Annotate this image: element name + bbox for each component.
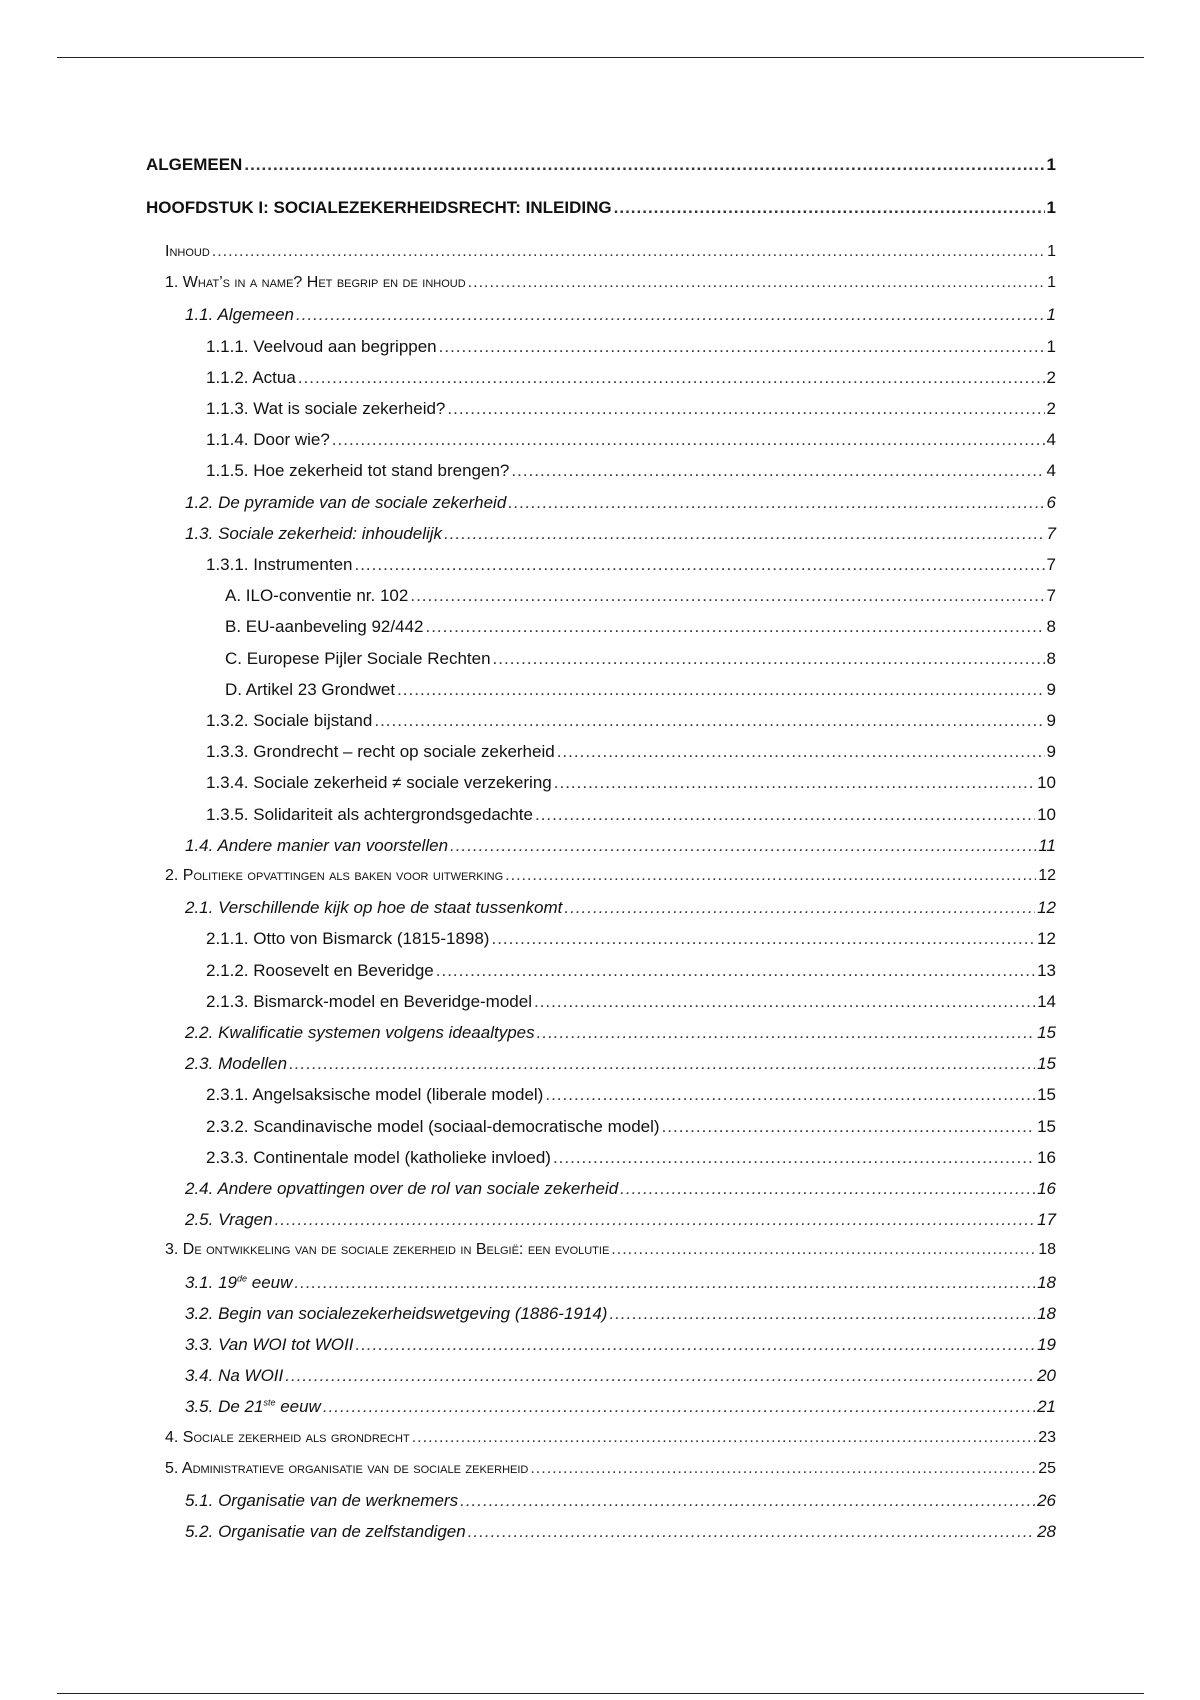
toc-entry[interactable] (185, 305, 1056, 325)
toc-entry[interactable] (206, 773, 1056, 793)
dot-leader (557, 742, 1045, 762)
toc-entry-title (206, 430, 330, 450)
dot-leader (491, 929, 1035, 949)
toc-page-number: 1 (1047, 243, 1056, 260)
toc-entry[interactable] (206, 555, 1056, 575)
toc-entry-title-text: 2.4. Andere opvattingen over de rol van sociale zekerheid (185, 1179, 619, 1198)
toc-entry-title-text: 1.3.4. Sociale zekerheid ≠ sociale verzekering (206, 773, 552, 793)
toc-page-number: 9 (1046, 711, 1056, 730)
toc-entry-title-text: 3.3. Van WOI tot WOII (185, 1335, 354, 1354)
toc-entry[interactable] (206, 742, 1056, 762)
dot-leader (511, 461, 1044, 481)
dot-leader (535, 805, 1035, 825)
toc-entry-title (206, 929, 489, 949)
toc-entry-title (185, 493, 506, 513)
toc-entry-title (206, 1085, 543, 1105)
dot-leader (289, 1054, 1035, 1074)
dot-leader (564, 898, 1035, 918)
toc-entry-title-text: 5.2. Organisatie van de zelfstandigen (185, 1522, 466, 1542)
toc-page-number: 14 (1037, 991, 1056, 1011)
toc-page-number: 12 (1037, 898, 1056, 918)
toc-entry-title-text: 2.1.3. Bismarck-model en Beveridge-model (206, 991, 532, 1011)
toc-entry-title-text: 3.1. 19 (185, 1272, 237, 1292)
toc-entry[interactable] (165, 867, 1056, 885)
toc-page-number: 7 (1046, 523, 1056, 543)
dot-leader (468, 274, 1045, 292)
toc-page-number: 18 (1037, 1303, 1056, 1323)
toc-entry-title-text: 2.1.1. Otto von Bismarck (1815-1898) (206, 929, 490, 949)
toc-entry-title-text: C. Europese Pijler Sociale Rechten (225, 648, 491, 668)
toc-entry[interactable] (206, 368, 1056, 388)
toc-entry-title-text: 4. Sociale zekerheid als grondrecht (165, 1428, 410, 1446)
toc-page-number: 1 (1046, 305, 1056, 325)
toc-entry-title-text: 2. Politieke opvattingen als baken voor uitwerking (165, 867, 504, 884)
toc-page-number: 18 (1037, 1272, 1056, 1292)
toc-entry-title-text: 1.1.2. Actua (206, 367, 296, 387)
dot-leader (439, 337, 1045, 357)
toc-entry-title (185, 524, 442, 544)
toc-entry-title-text: 2.1.2. Roosevelt en Beveridge (206, 960, 434, 980)
toc-page-number: 2 (1046, 399, 1056, 418)
dot-leader (298, 368, 1045, 388)
toc-page-number: 2 (1046, 367, 1056, 387)
toc-entry-title-text: 1. What’s in a name? Het begrip en de inhoud (165, 274, 466, 292)
toc-entry[interactable] (185, 1023, 1056, 1043)
toc-entry[interactable] (185, 1304, 1056, 1324)
dot-leader (436, 961, 1035, 981)
toc-entry-title (206, 992, 532, 1012)
toc-entry[interactable] (206, 399, 1056, 419)
toc-entry-title (206, 337, 437, 357)
toc-entry-title-text: 5.1. Organisatie van de werknemers (185, 1491, 459, 1510)
toc-entry-title-text: 1.4. Andere manier van voorstellen (185, 835, 449, 855)
toc-entry[interactable] (185, 1397, 1056, 1417)
toc-entry[interactable] (206, 337, 1056, 357)
toc-entry-title-text: 2.3.1. Angelsaksische model (liberale model) (206, 1085, 544, 1105)
dot-leader (296, 305, 1045, 325)
toc-page-number: 10 (1037, 773, 1056, 793)
toc-entry-title-text: 3. De ontwikkeling van de sociale zekerheid in België: een evolutie (165, 1241, 610, 1259)
toc-entry-title-text: 1.1.4. Door wie? (206, 430, 330, 450)
dot-leader (450, 836, 1036, 856)
toc-entry-title (165, 1241, 609, 1259)
dot-leader (554, 773, 1035, 793)
toc-entry-title (185, 1304, 607, 1324)
toc-entry-title (225, 680, 395, 700)
toc-entry[interactable] (185, 524, 1056, 544)
toc-entry-title (225, 586, 408, 606)
dot-leader (662, 1117, 1036, 1137)
toc-entry-title (185, 1397, 321, 1417)
dot-leader (534, 992, 1035, 1012)
dot-leader (412, 1429, 1036, 1447)
toc-entry-title (206, 1148, 551, 1168)
toc-entry-title (185, 1522, 466, 1542)
toc-entry-title (206, 742, 555, 762)
toc-entry[interactable] (165, 243, 1056, 261)
toc-entry-title (185, 1491, 458, 1511)
toc-entry-title (165, 867, 503, 885)
toc-entry-title (185, 1210, 273, 1230)
toc-page-number: 9 (1046, 742, 1056, 762)
toc-entry-title (185, 898, 562, 918)
toc-page-number: 26 (1037, 1491, 1056, 1510)
toc-page-number: 4 (1046, 430, 1056, 450)
toc-entry[interactable] (185, 493, 1056, 513)
dot-leader (493, 649, 1045, 669)
toc-entry[interactable] (146, 198, 1056, 218)
toc-entry-title (206, 555, 352, 575)
toc-entry-title (206, 368, 296, 388)
toc-entry-title-text: 1.3.3. Grondrecht – recht op sociale zekerheid (206, 742, 555, 762)
toc-entry-title (185, 1366, 283, 1386)
toc-entry-title-text: 2.3.2. Scandinavische model (sociaal-democratische model) (206, 1116, 660, 1136)
toc-page-number: 1 (1046, 198, 1056, 217)
toc-entry-title-text: 1.1.1. Veelvoud aan begrippen (206, 336, 437, 356)
toc-entry-title-text: 2.3. Modellen (185, 1054, 288, 1074)
toc-entry[interactable] (206, 1085, 1056, 1105)
toc-page-number: 28 (1037, 1522, 1056, 1542)
toc-entry-title (206, 461, 509, 481)
toc-entry-title-text: 1.2. De pyramide van de sociale zekerheid (185, 492, 507, 512)
toc-entry-title (165, 1429, 410, 1447)
dot-leader (244, 155, 1044, 175)
dot-leader (444, 524, 1044, 544)
dot-leader (530, 1460, 1036, 1478)
toc-entry-title (165, 1460, 528, 1478)
toc-entry-title-text: 1.3.2. Sociale bijstand (206, 711, 373, 730)
toc-entry[interactable] (185, 1179, 1056, 1199)
toc-entry-title-text: 2.1. Verschillende kijk op hoe de staat tussenkomt (185, 898, 563, 918)
toc-entry-title-text: 2.2. Kwalificatie systemen volgens ideaaltypes (185, 1023, 535, 1042)
toc-entry-title (206, 399, 445, 419)
toc-page-number: 1 (1047, 274, 1056, 292)
toc-entry-title-text: HOOFDSTUK I: SOCIALEZEKERHEIDSRECHT: INLEIDING (146, 198, 612, 217)
toc-entry[interactable] (225, 617, 1056, 637)
toc-page-number: 19 (1037, 1335, 1056, 1354)
footer-rule (57, 1693, 1144, 1694)
toc-page-number: 21 (1037, 1397, 1056, 1417)
toc-page-number: 25 (1038, 1459, 1056, 1477)
toc-entry-title-text: 1.3.1. Instrumenten (206, 555, 353, 574)
dot-leader (355, 1335, 1035, 1355)
toc-page-number: 23 (1038, 1428, 1056, 1446)
toc-entry[interactable] (185, 1522, 1056, 1542)
toc-entry[interactable] (206, 430, 1056, 450)
toc-page-number: 20 (1037, 1366, 1056, 1386)
dot-leader (468, 1522, 1035, 1542)
dot-leader (425, 617, 1044, 637)
dot-leader (374, 711, 1044, 731)
toc-entry[interactable] (206, 805, 1056, 825)
toc-page-number: 9 (1046, 679, 1056, 699)
dot-leader (545, 1085, 1035, 1105)
toc-page-number: 15 (1037, 1116, 1056, 1136)
dot-leader (212, 243, 1045, 261)
toc-page-number: 11 (1038, 835, 1056, 855)
toc-entry[interactable] (165, 274, 1056, 292)
toc-entry-title-text: 3.5. De 21 (185, 1397, 264, 1417)
toc-entry-title-suffix: eeuw (247, 1272, 293, 1292)
toc-page-number: 13 (1037, 960, 1056, 980)
toc-page-number: 16 (1037, 1179, 1056, 1198)
dot-leader (410, 586, 1044, 606)
toc-entry[interactable] (206, 992, 1056, 1012)
toc-page-number: 17 (1037, 1210, 1056, 1230)
toc-entry[interactable] (206, 961, 1056, 981)
toc-entry-title (185, 1273, 292, 1293)
toc-entry[interactable] (225, 649, 1056, 669)
toc-entry-title-text: D. Artikel 23 Grondwet (225, 679, 396, 699)
dot-leader (609, 1304, 1035, 1324)
toc-entry-title-text: 5. Administratieve organisatie van de sociale zekerheid (165, 1459, 529, 1477)
toc-entry-title (185, 305, 294, 325)
toc-page-number: 8 (1046, 617, 1056, 637)
toc-entry-title-text: A. ILO-conventie nr. 102 (225, 586, 409, 606)
toc-page-number: 7 (1046, 586, 1056, 606)
toc-entry[interactable] (185, 1210, 1056, 1230)
toc-entry-superscript: de (237, 1272, 248, 1283)
toc-entry[interactable] (185, 836, 1056, 856)
toc-page-number: 8 (1046, 648, 1056, 668)
toc-entry[interactable] (146, 155, 1056, 175)
toc-page-number: 16 (1037, 1147, 1056, 1167)
dot-leader (447, 399, 1044, 419)
dot-leader (285, 1366, 1035, 1386)
toc-entry[interactable] (185, 1273, 1056, 1293)
toc-page-number: 4 (1046, 461, 1056, 481)
toc-entry-superscript: ste (263, 1397, 276, 1408)
dot-leader (275, 1210, 1035, 1230)
toc-entry-title (146, 155, 242, 175)
toc-page-number: 18 (1038, 1241, 1056, 1259)
dot-leader (614, 198, 1045, 218)
toc-entry-title-text: 1.3.5. Solidariteit als achtergrondsgedachte (206, 804, 533, 824)
toc-entry-title (206, 1117, 660, 1137)
toc-entry[interactable] (185, 898, 1056, 918)
header-rule (57, 57, 1144, 58)
toc-entry[interactable] (225, 586, 1056, 606)
toc-page-number: 6 (1046, 492, 1056, 512)
toc-page-number: 7 (1046, 555, 1056, 574)
toc-entry-title-text: 2.5. Vragen (185, 1210, 273, 1230)
toc-entry-title-text: ALGEMEEN (146, 155, 243, 174)
toc-entry-title (146, 198, 612, 218)
toc-page-number: 15 (1037, 1054, 1056, 1074)
toc-entry-title (185, 1335, 353, 1355)
toc-entry[interactable] (206, 1117, 1056, 1137)
dot-leader (332, 430, 1045, 450)
toc-entry[interactable] (165, 1429, 1056, 1447)
dot-leader (505, 867, 1036, 885)
toc-entry[interactable] (206, 711, 1056, 731)
toc-entry[interactable] (206, 1148, 1056, 1168)
toc-page-number: 12 (1037, 929, 1056, 949)
dot-leader (294, 1273, 1035, 1293)
toc-entry[interactable] (225, 680, 1056, 700)
dot-leader (553, 1148, 1035, 1168)
toc-page-number: 15 (1037, 1023, 1056, 1042)
dot-leader (620, 1179, 1035, 1199)
toc-entry-title (225, 649, 491, 669)
toc-entry-title-text: 3.4. Na WOII (185, 1366, 284, 1386)
toc-entry-title-text: 2.3.3. Continentale model (katholieke invloed) (206, 1147, 551, 1167)
toc-entry-title (185, 836, 448, 856)
toc-entry[interactable] (185, 1491, 1056, 1511)
toc-entry-title (165, 274, 466, 292)
toc-entry[interactable] (185, 1054, 1056, 1074)
dot-leader (354, 555, 1044, 575)
dot-leader (323, 1397, 1035, 1417)
toc-entry[interactable] (165, 1241, 1056, 1259)
toc-entry-title-text: Inhoud (165, 243, 210, 260)
toc-entry-title-text: 1.1. Algemeen (185, 305, 294, 325)
toc-page-number: 1 (1046, 336, 1056, 356)
dot-leader (611, 1241, 1036, 1259)
dot-leader (508, 493, 1044, 513)
toc-entry-title-text: 3.2. Begin van socialezekerheidswetgeving (1886-1914) (185, 1303, 608, 1323)
toc-entry-title-text: 1.1.3. Wat is sociale zekerheid? (206, 399, 446, 418)
toc-entry[interactable] (185, 1335, 1056, 1355)
toc-entry-title (165, 243, 210, 261)
dot-leader (537, 1023, 1035, 1043)
toc-entry[interactable] (206, 929, 1056, 949)
toc-entry-title (206, 805, 533, 825)
toc-entry-title (185, 1179, 618, 1199)
dot-leader (460, 1491, 1035, 1511)
toc-entry-title (225, 617, 423, 637)
toc-page-number: 10 (1037, 804, 1056, 824)
toc-entry-title-suffix: eeuw (275, 1397, 321, 1417)
dot-leader (397, 680, 1044, 700)
toc-entry-title (206, 711, 372, 731)
toc-entry-title-text: 1.1.5. Hoe zekerheid tot stand brengen? (206, 461, 510, 481)
toc-entry-title-text: 1.3. Sociale zekerheid: inhoudelijk (185, 523, 443, 543)
toc-entry[interactable] (165, 1460, 1056, 1478)
toc-entry-title (206, 961, 434, 981)
toc-entry-title-text: B. EU-aanbeveling 92/442 (225, 617, 424, 637)
toc-entry[interactable] (185, 1366, 1056, 1386)
toc-page-number: 12 (1038, 867, 1056, 884)
toc-entry-title (206, 773, 552, 793)
toc-entry-title (185, 1054, 287, 1074)
toc-entry[interactable] (206, 461, 1056, 481)
toc-entry-title (185, 1023, 535, 1043)
toc-page-number: 15 (1037, 1085, 1056, 1105)
toc-page-number: 1 (1046, 155, 1056, 174)
